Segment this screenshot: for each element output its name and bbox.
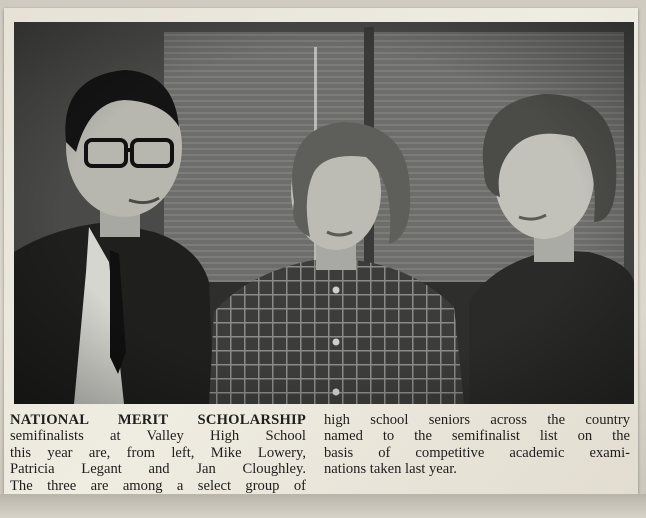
caption-headline: NATIONAL MERIT SCHOLARSHIP (10, 412, 306, 428)
caption-line: The three are among a select group of (10, 477, 306, 494)
caption-line: nations taken last year. (324, 461, 457, 478)
page-edge (0, 494, 646, 518)
caption-column-left (10, 412, 306, 494)
photo-illustration (14, 22, 634, 404)
caption-line: semifinalists at Valley High School (10, 428, 306, 445)
caption-line: Patricia Legant and Jan Cloughley. (10, 461, 306, 478)
photo-caption (10, 406, 636, 498)
newspaper-clipping (4, 8, 638, 494)
caption-column-right (324, 412, 630, 478)
caption-line: named to the semifinalist list on the (324, 428, 630, 445)
caption-line: this year are, from left, Mike Lowery, (10, 444, 306, 461)
halftone-photograph (14, 22, 634, 404)
caption-line: basis of competitive academic exami- (324, 444, 630, 461)
caption-line: high school seniors across the country (324, 412, 630, 428)
